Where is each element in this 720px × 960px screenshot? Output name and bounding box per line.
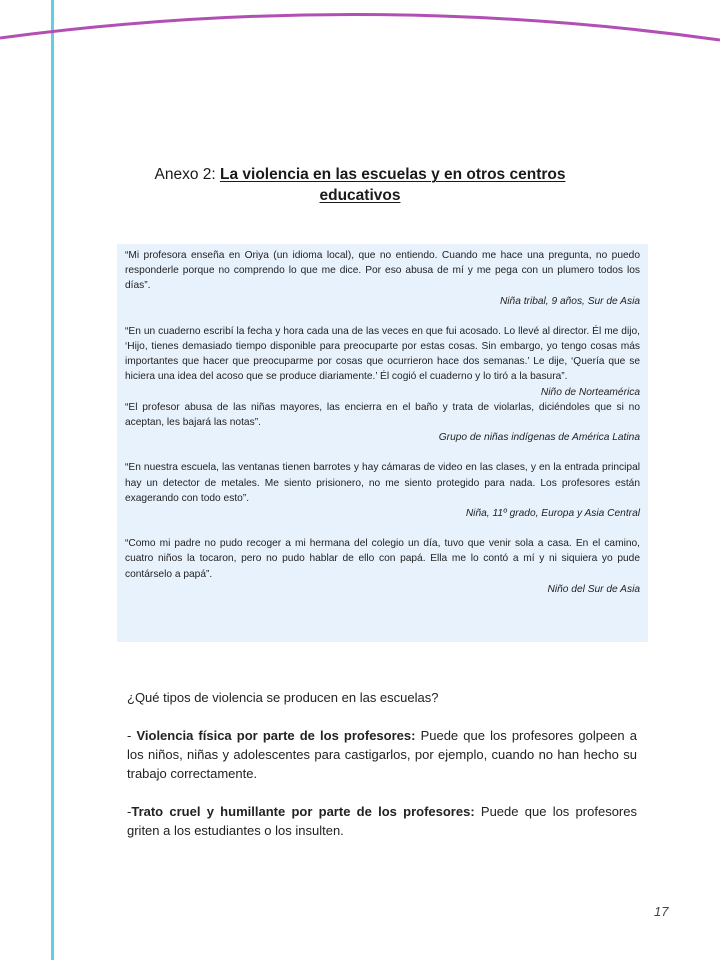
quote-source: Niña, 11º grado, Europa y Asia Central: [465, 508, 640, 520]
quote-text: “El profesor abusa de las niñas mayores, las encierra en el baño y trata de violarlas, diciéndoles que si no aceptan, les bajará las notas”.: [125, 401, 640, 429]
quote-source: Niño de Norteamérica: [540, 386, 640, 398]
testimonies-box: [117, 244, 648, 642]
quote-source: Niña tribal, 9 años, Sur de Asia: [499, 295, 640, 307]
question-heading: ¿Qué tipos de violencia se producen en las escuelas?: [127, 690, 439, 705]
page-title: [150, 164, 570, 206]
item-description: Puede que los profesores griten a los estudiantes o los insulten.: [127, 804, 637, 838]
title-prefix: Anexo 2:: [154, 166, 221, 183]
main-text: [127, 688, 637, 840]
quote-text: “Como mi padre no pudo recoger a mi hermana del colegio un día, tuvo que venir sola a casa. En el camino, cuatro niños la tocaron, pero no pudo hablar de ello con papá. Ella me lo contó a mí y ni siquiera yo pude contárselo a papá”.: [125, 538, 640, 580]
page-number: 17: [654, 904, 669, 919]
item-description: Puede que los profesores golpeen a los niños, niñas y adolescentes para castigarlos, por ejemplo, cuando no han hecho su trabajo correctamente.: [127, 728, 637, 781]
item-prefix: -: [127, 804, 132, 819]
violence-type-item: [127, 802, 637, 840]
item-prefix: -: [127, 728, 137, 743]
violence-type-item: [127, 726, 637, 783]
quote-text: “En nuestra escuela, las ventanas tienen barrotes y hay cámaras de video en las clases, y en la entrada principal hay un detector de metales. Me siento prisionero, no me siento protegido para nada. Los profesores están exagerando con todo esto”.: [125, 462, 640, 504]
decorative-curve: [0, 0, 720, 60]
quote-text: “En un cuaderno escribí la fecha y hora cada una de las veces en que fui acosado. Lo llevé al director. Él me dijo, ‘Hijo, tienes demasiado tiempo disponible para preocuparte por estas cosas. Sin embargo, yo tengo cosas más importantes que hacer que preocuparme por cosas que ocurrieron hace dos semanas.’ Le dije, ‘Quería que se hiciera una idea del acoso que se produce diariamente.’ Él cogió el cuaderno y lo tiró a la basura”.: [125, 325, 640, 383]
title-main-line1: La violencia en las escuelas y en otros centros: [220, 166, 566, 183]
quote-source: Grupo de niñas indígenas de América Latina: [438, 432, 640, 444]
quote-source: Niño del Sur de Asia: [547, 583, 640, 595]
item-bold-label: Trato cruel y humillante por parte de los profesores:: [131, 804, 475, 819]
decorative-vertical-line: [51, 0, 54, 960]
item-bold-label: Violencia física por parte de los profesores:: [136, 728, 416, 743]
title-main-line2: educativos: [319, 187, 401, 204]
quote-text: “Mi profesora enseña en Oriya (un idioma local), que no entiendo. Cuando me hace una pregunta, no puedo responderle porque no comprendo lo que me dice. Por eso abusa de mí y me pega con un plumero todos los días”.: [125, 250, 640, 292]
